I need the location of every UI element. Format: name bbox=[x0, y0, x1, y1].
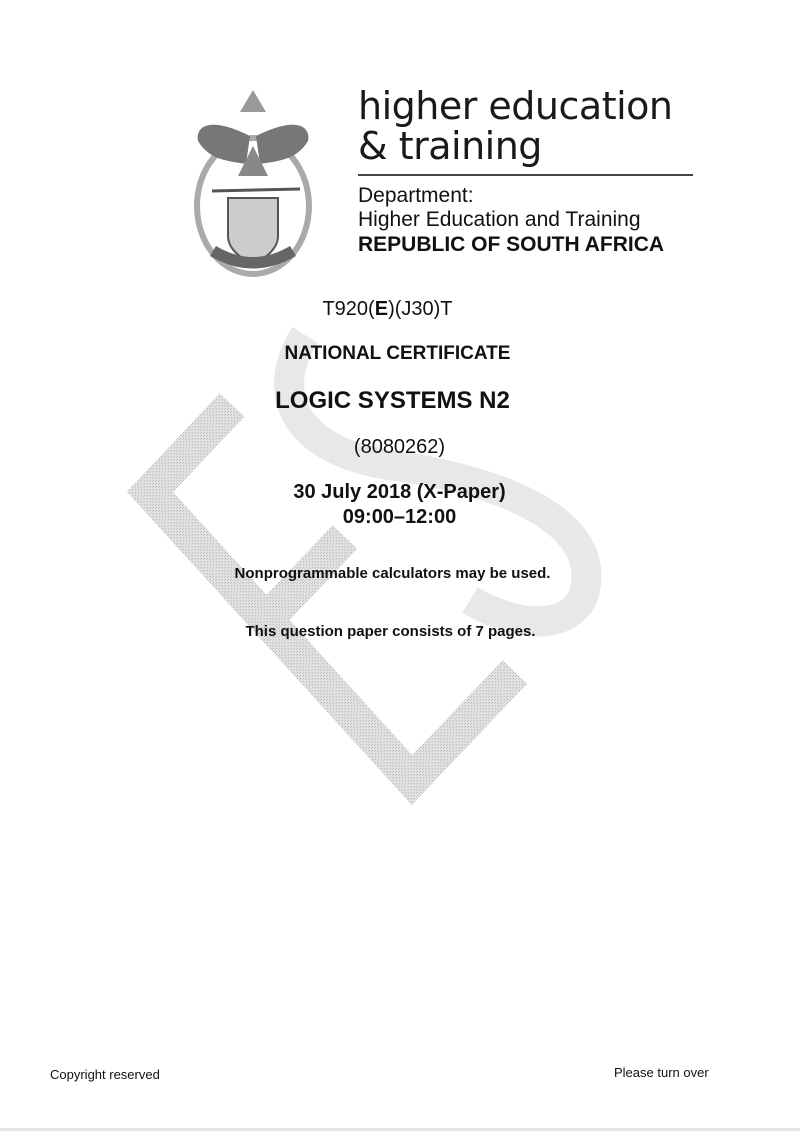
paper-code bbox=[0, 298, 775, 321]
pages-note: This question paper consists of 7 pages. bbox=[245, 623, 536, 640]
paper-code-prefix: T920( bbox=[322, 298, 375, 320]
country-name: REPUBLIC OF SOUTH AFRICA bbox=[358, 233, 665, 256]
subject-code: (8080262) bbox=[353, 436, 446, 458]
department-label: Department: bbox=[358, 184, 474, 207]
exam-date: 30 July 2018 (X-Paper) bbox=[293, 481, 506, 503]
certificate-title: NATIONAL CERTIFICATE bbox=[284, 343, 511, 364]
footer-turn-over: Please turn over bbox=[614, 1065, 709, 1080]
paper-code-language: E bbox=[374, 298, 389, 320]
subject-title: LOGIC SYSTEMS N2 bbox=[275, 387, 510, 414]
calculator-note: Nonprogrammable calculators may be used. bbox=[234, 565, 551, 582]
header-rule bbox=[358, 174, 693, 176]
exam-time: 09:00–12:00 bbox=[342, 506, 457, 528]
footer-copyright: Copyright reserved bbox=[50, 1067, 160, 1082]
paper-code-suffix: )(J30)T bbox=[388, 298, 453, 320]
brand-line-2: & training bbox=[358, 124, 542, 168]
brand-line-1: higher education bbox=[358, 84, 673, 128]
page-edge bbox=[0, 1128, 800, 1131]
department-name: Higher Education and Training bbox=[358, 208, 641, 231]
coat-of-arms-emblem bbox=[190, 86, 320, 278]
